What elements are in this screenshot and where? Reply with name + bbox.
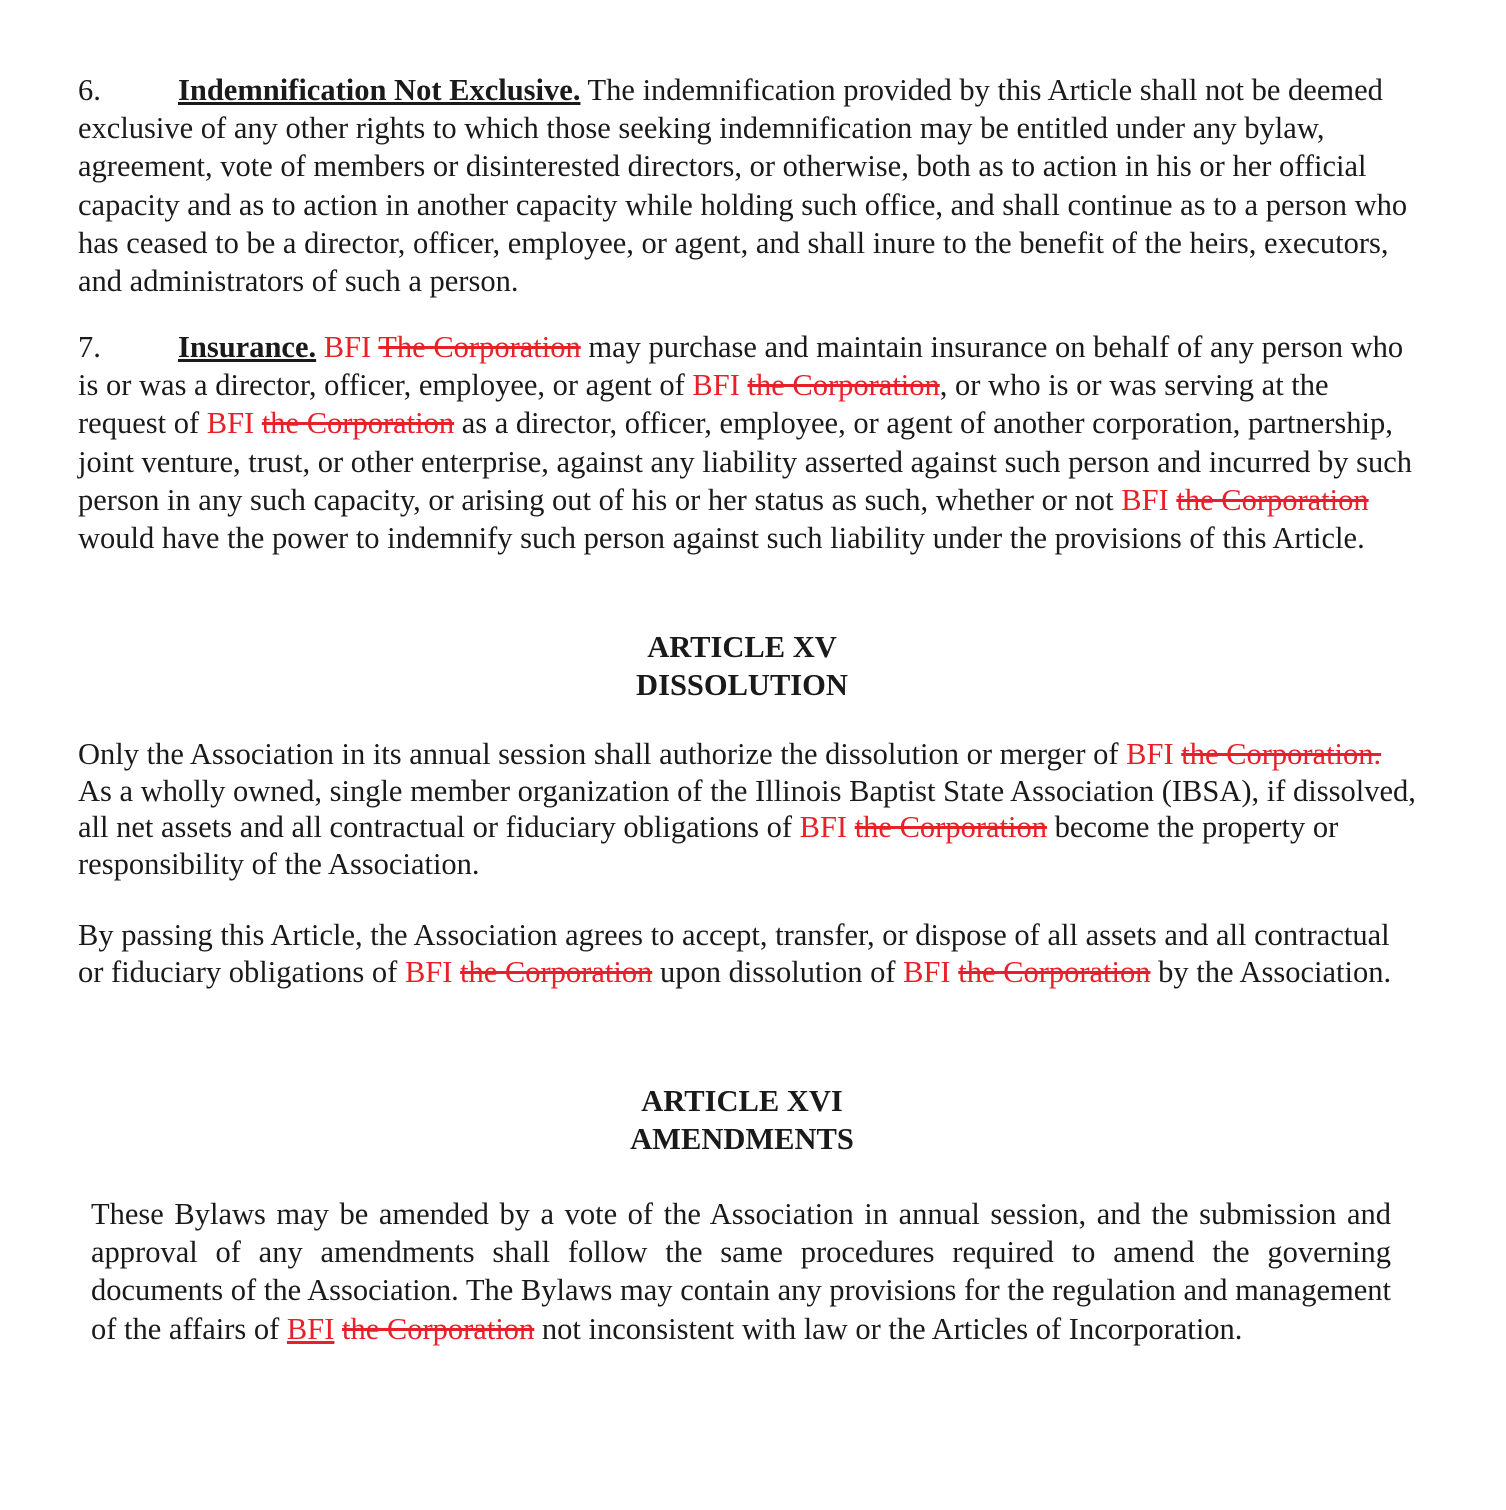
inserted-text: BFI: [1126, 737, 1174, 771]
article-16-subtitle: AMENDMENTS: [630, 1122, 854, 1157]
inserted-text: BFI: [286, 1311, 335, 1346]
article-15-heading: [0, 628, 1484, 704]
section-6-text: The indemnification provided by this Article shall not be deemed exclusive of any other rights to which those seeking indemnification may be entitled under any bylaw, agreement, vote of members or disinterested directors, or otherwise, both as to action in his or her official capacity and as to action in another capacity while holding such office, and shall continue as to a person who has ceased to be a director, officer, employee, or agent, and shall inure to the benefit of the heirs, executors, and administrators of such a person.: [78, 73, 1408, 299]
body-text: As a wholly owned, single member organization of the Illinois Baptist State Association (IBSA), if dissolved, all net assets and all contractual or fiduciary obligations of: [78, 773, 1416, 844]
body-text: These Bylaws may be amended by a vote of the Association in annual session, and the submission and approval of any amendments shall follow the same procedures required to amend the governing documents of the Association. The Bylaws may contain any provisions for the regulation and management of the affairs of: [91, 1197, 1391, 1346]
article-16-heading: [0, 1082, 1484, 1158]
article-15-paragraph-2: [78, 917, 1418, 990]
body-text: by the Association.: [1158, 954, 1392, 989]
article-15-paragraph-1: [78, 736, 1418, 882]
deleted-text: the Corporation: [958, 954, 1151, 989]
article-15-subtitle: DISSOLUTION: [636, 668, 848, 703]
deleted-text: .: [1373, 737, 1382, 771]
section-7-heading: Insurance.: [178, 330, 317, 364]
deleted-text: the Corporation: [747, 368, 940, 403]
deleted-text: the Corporation: [1181, 737, 1374, 771]
body-text: By passing this Article, the Association agrees to accept, transfer, or dispose of all assets and all contractual or fiduciary obligations of: [78, 918, 1390, 989]
inserted-text: BFI: [692, 368, 740, 403]
article-15-title: ARTICLE XV: [647, 630, 837, 664]
body-text: upon dissolution of: [659, 954, 896, 989]
body-text: as a director, officer, employee, or agent of another corporation, partnership, joint venture, trust, or other enterprise, against any liability asserted against such person and incurred by such person in any such capacity, or arising out of his or her status as such, whether or not: [78, 406, 1413, 517]
inserted-text: BFI: [404, 954, 453, 989]
section-6-number: 6.: [78, 73, 101, 107]
inserted-text: BFI: [1121, 482, 1169, 517]
section-6-paragraph: [78, 71, 1418, 300]
inserted-text: BFI: [799, 810, 848, 844]
section-7-paragraph: [78, 328, 1418, 557]
deleted-text: the Corporation: [342, 1311, 535, 1346]
inserted-text: BFI: [323, 330, 372, 364]
section-7-number: 7.: [78, 330, 101, 364]
body-text: may purchase and maintain insurance on behalf of any person who is or was a director, officer, employee, or agent of: [78, 330, 1404, 403]
body-text: not inconsistent with law or the Articles of Incorporation.: [541, 1311, 1243, 1346]
body-text: become the property or responsibility of the Association.: [78, 810, 1339, 881]
deleted-text: the Corporation: [460, 954, 653, 989]
article-16-paragraph: [91, 1195, 1391, 1348]
deleted-text: the Corporation: [1176, 482, 1369, 517]
inserted-text: BFI: [206, 406, 255, 441]
inserted-text: BFI: [903, 954, 951, 989]
body-text: , or who is or was serving at the request of: [78, 368, 1329, 441]
deleted-text: the Corporation: [261, 406, 455, 441]
deleted-text: the Corporation: [854, 810, 1047, 844]
article-16-title: ARTICLE XVI: [641, 1084, 843, 1118]
body-text: Only the Association in its annual session shall authorize the dissolution or merger of: [78, 737, 1119, 771]
body-text: would have the power to indemnify such person against such liability under the provisions of this Article.: [78, 521, 1365, 556]
section-6-heading: Indemnification Not Exclusive.: [178, 73, 581, 107]
deleted-text: The Corporation: [378, 330, 581, 364]
